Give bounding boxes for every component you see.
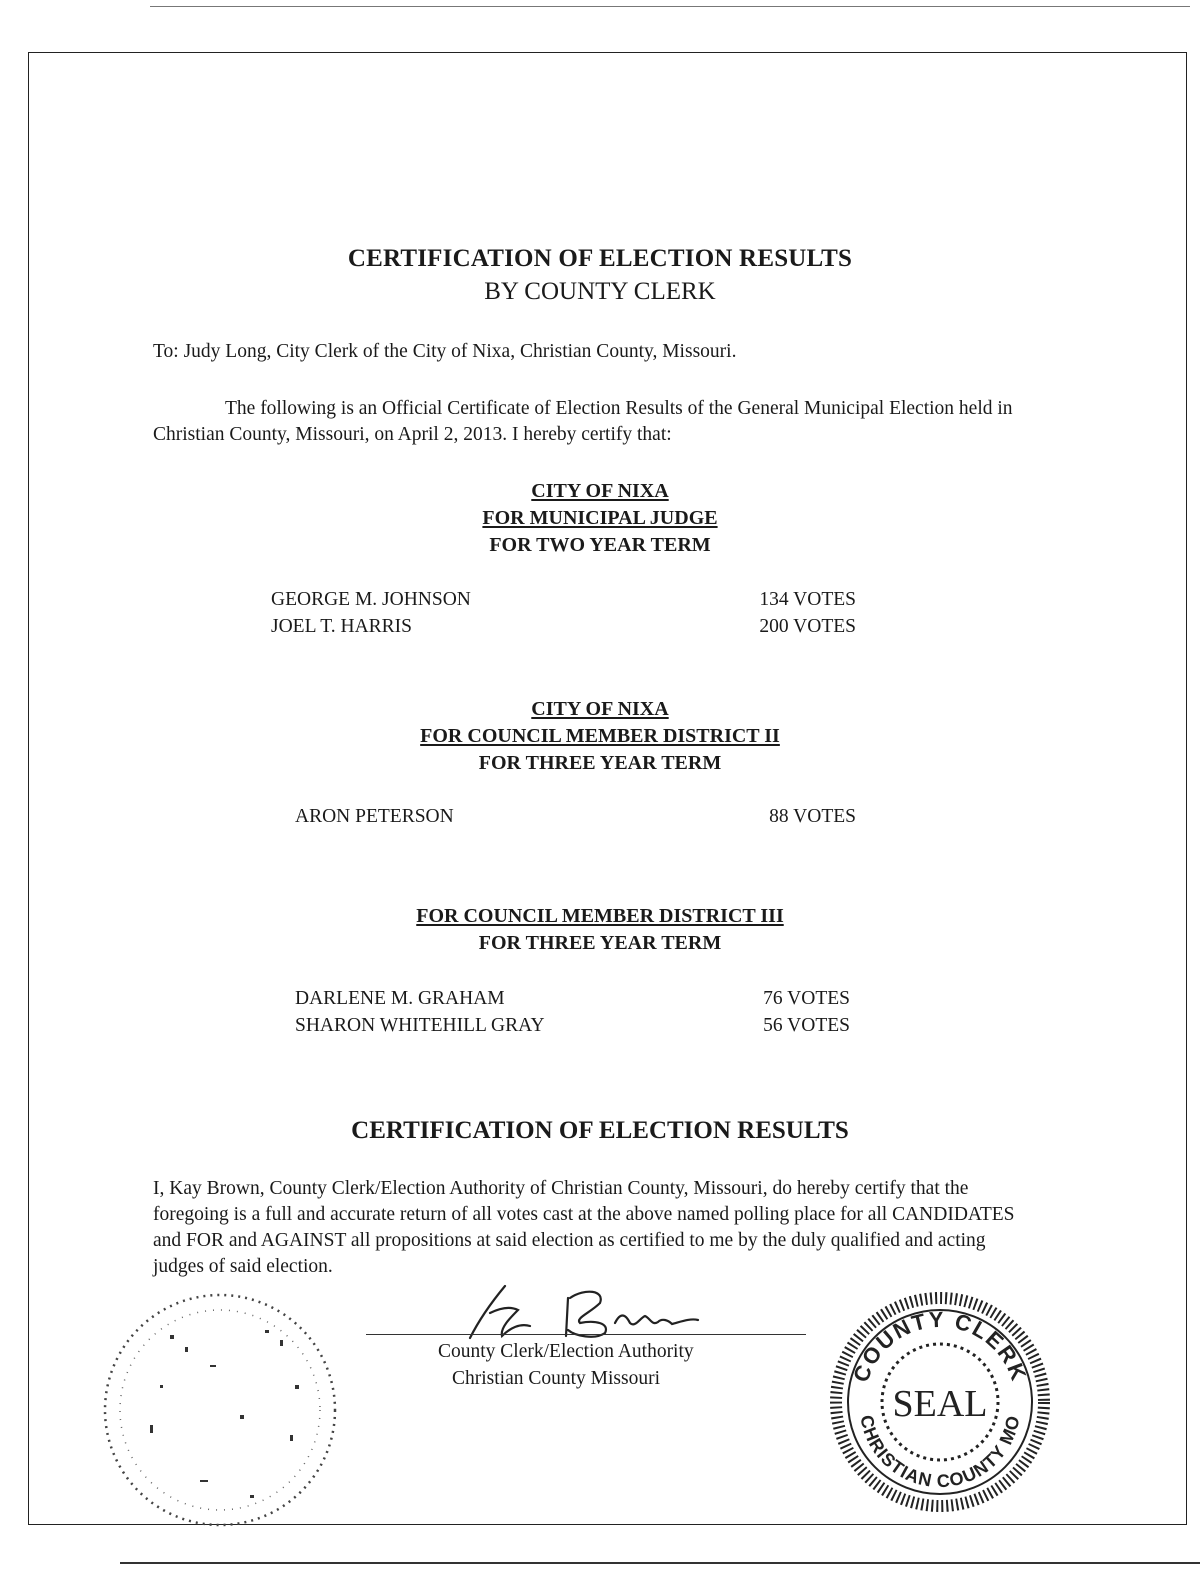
seal-center-text: SEAL xyxy=(892,1383,988,1425)
seal-bottom-text: CHRISTIAN COUNTY MO xyxy=(856,1413,1024,1492)
race-heading-council-district-iii xyxy=(0,903,1200,957)
candidate-name: GEORGE M. JOHNSON xyxy=(271,589,471,610)
race-heading-municipal-judge xyxy=(0,478,1200,559)
certification-heading: CERTIFICATION OF ELECTION RESULTS xyxy=(351,1117,849,1144)
document-title: CERTIFICATION OF ELECTION RESULTS xyxy=(347,245,853,272)
race-term: FOR THREE YEAR TERM xyxy=(478,932,722,954)
addressee-line: To: Judy Long, City Clerk of the City of Nixa, Christian County, Missouri. xyxy=(153,341,737,362)
candidate-name: SHARON WHITEHILL GRAY xyxy=(295,1015,545,1036)
candidate-name: ARON PETERSON xyxy=(295,806,454,827)
top-scan-line xyxy=(150,6,1190,7)
county-clerk-seal-icon xyxy=(830,1292,1050,1512)
race-heading-line: FOR COUNCIL MEMBER DISTRICT II xyxy=(420,725,780,747)
race-heading-line: CITY OF NIXA xyxy=(531,480,669,502)
candidate-votes: 134 VOTES xyxy=(759,589,856,610)
race-heading-line: CITY OF NIXA xyxy=(531,698,669,720)
race-heading-line: FOR MUNICIPAL JUDGE xyxy=(482,507,718,529)
race-term: FOR TWO YEAR TERM xyxy=(489,534,711,556)
intro-paragraph: The following is an Official Certificate of Election Results of the General Municipal Election held in Christian County, Missouri, on April 2, 2013. I hereby certify that: xyxy=(153,398,1013,445)
seal-top-text: COUNTY CLERK xyxy=(848,1306,1032,1386)
candidate-votes: 56 VOTES xyxy=(763,1015,850,1036)
signature-line xyxy=(366,1334,806,1335)
race-heading-line: FOR COUNCIL MEMBER DISTRICT III xyxy=(416,905,784,927)
signature-role xyxy=(438,1338,694,1392)
embossed-seal-icon xyxy=(90,1285,350,1535)
signature-title: County Clerk/Election Authority xyxy=(438,1341,694,1362)
race-term: FOR THREE YEAR TERM xyxy=(478,752,722,774)
candidate-votes: 76 VOTES xyxy=(763,988,850,1009)
candidate-votes: 88 VOTES xyxy=(769,806,856,827)
candidate-name: JOEL T. HARRIS xyxy=(271,616,413,637)
candidate-votes: 200 VOTES xyxy=(759,616,856,637)
signature-county: Christian County Missouri xyxy=(452,1368,661,1389)
candidate-name: DARLENE M. GRAHAM xyxy=(295,988,505,1009)
race-heading-council-district-ii xyxy=(0,696,1200,777)
bottom-scan-line xyxy=(120,1562,1200,1564)
certification-paragraph: I, Kay Brown, County Clerk/Election Authority of Christian County, Missouri, do hereby certify that the foregoing is a full and accurate return of all votes cast at the above named polling place for all CANDIDATES and FOR and AGAINST all propositions at said election as certified to me by the duly qualified and acting judges of said election. xyxy=(153,1178,1015,1277)
document-subtitle: BY COUNTY CLERK xyxy=(484,278,716,305)
